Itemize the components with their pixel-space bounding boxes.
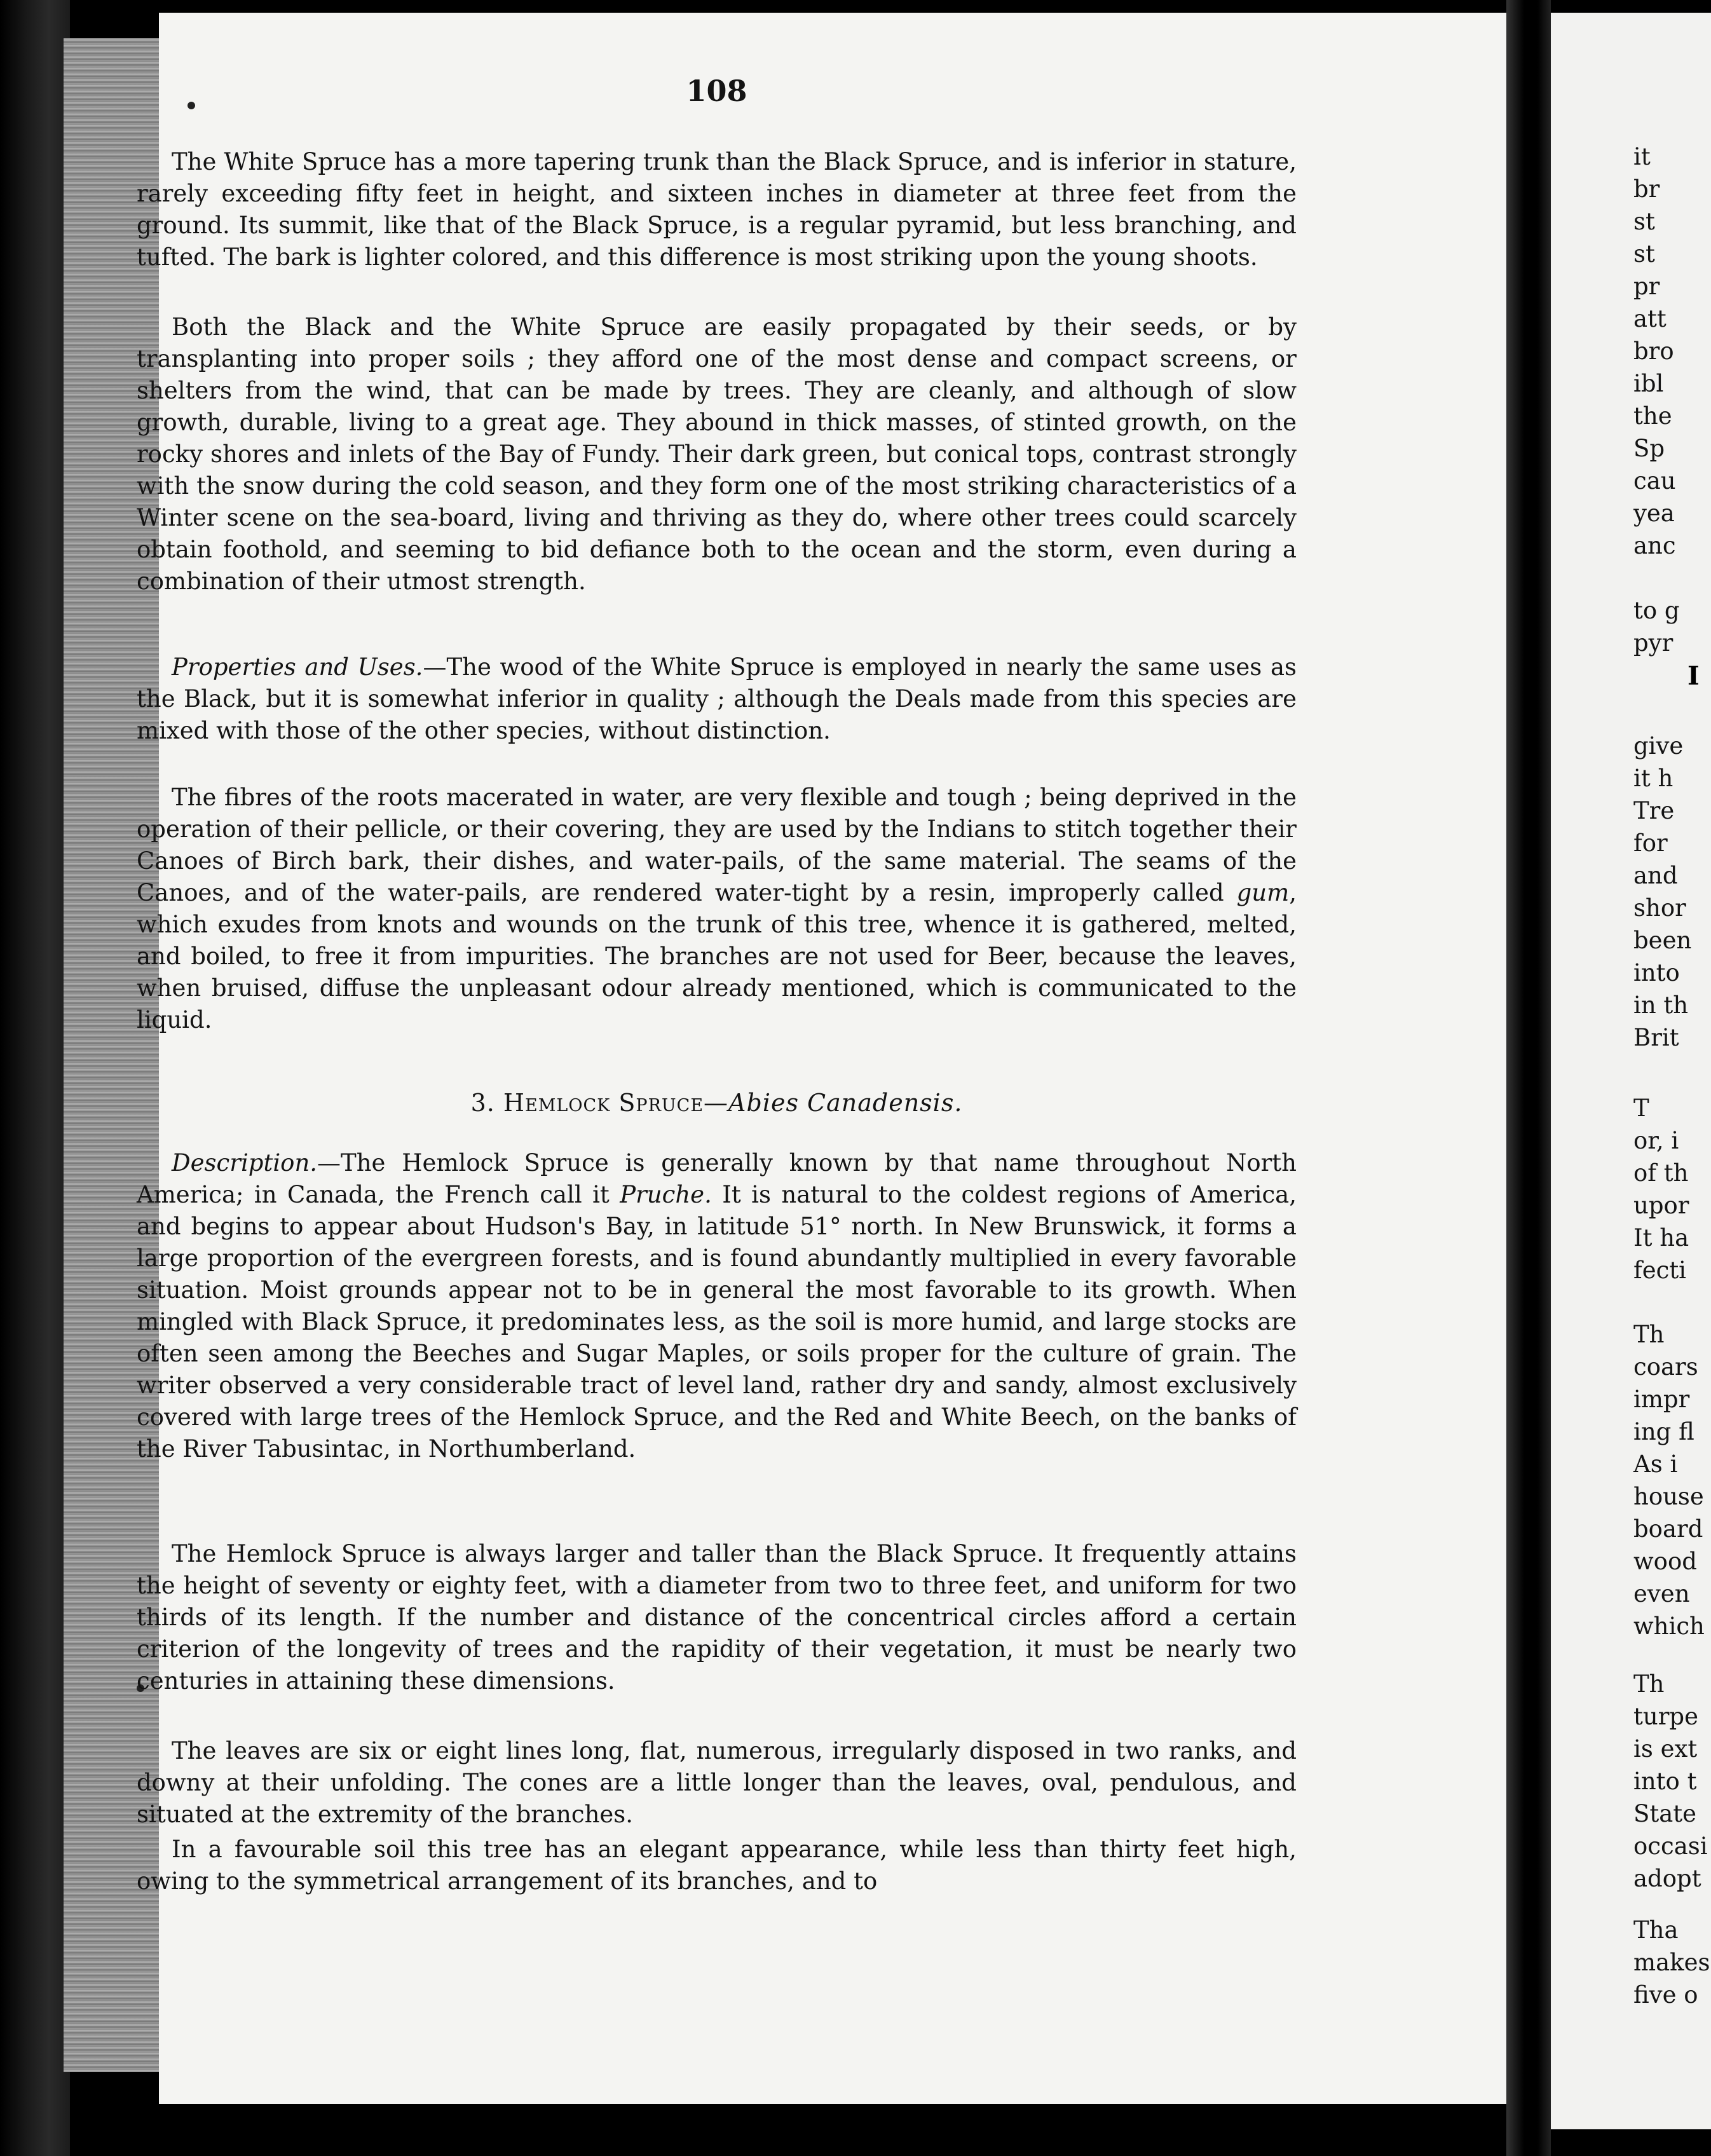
facing-page-line-fragment: shor	[1633, 894, 1686, 922]
paragraph-text: Both the Black and the White Spruce are easily propagated by their seeds, or by transplanting into proper soils ; they afford one of the most dense and compact screens, or shelters from the wind, that can be made by trees. They are cleanly, and although of slow growth, durable, living to a great age. They abound in thick masses, of stinted growth, on the rocky shores and inlets of the Bay of Fundy. Their dark green, but conical tops, contrast strongly with the snow during the cold season, and they form one of the most striking characteristics of a Winter scene on the sea-board, living and thriving as they do, where other trees could scarcely obtain foothold, and seeming to bid defiance both to the ocean and the storm, even during a combination of their utmost strength.	[137, 313, 1297, 595]
facing-page-line-fragment: turpe	[1633, 1703, 1698, 1730]
paragraph-fibres	[137, 782, 1297, 1036]
facing-page-line-fragment: anc	[1633, 532, 1676, 559]
facing-page-line-fragment: att	[1633, 305, 1667, 332]
facing-page-line-fragment: ing fl	[1633, 1418, 1694, 1445]
fibres-gum-word: gum	[1236, 879, 1290, 906]
heading-number: 3.	[470, 1089, 495, 1117]
facing-page-line-fragment: Brit	[1633, 1024, 1679, 1051]
facing-page-line-fragment: pr	[1633, 273, 1660, 300]
paragraph-text: The White Spruce has a more tapering trunk than the Black Spruce, and is inferior in stature, rarely exceeding fifty feet in height, and sixteen inches in diameter at three feet from the ground. Its summit, like that of the Black Spruce, is a regular pyramid, but less branching, and tufted. The bark is lighter colored, and this difference is most striking upon the young shoots.	[137, 148, 1297, 271]
facing-page-line-fragment: it h	[1633, 765, 1674, 792]
facing-page-line-fragment: into	[1633, 959, 1680, 986]
facing-page-line-fragment: impr	[1633, 1386, 1690, 1413]
paragraph-favourable	[137, 1834, 1297, 1897]
facing-page-line-fragment: Tha	[1633, 1916, 1679, 1944]
book-binding-shadow	[0, 0, 70, 2156]
facing-page-line-fragment: in th	[1633, 992, 1689, 1019]
facing-page-line-fragment: fecti	[1633, 1257, 1687, 1284]
facing-page-line-fragment: As i	[1633, 1450, 1678, 1478]
facing-page-line-fragment: for	[1633, 829, 1668, 857]
facing-page-line-fragment: coars	[1633, 1353, 1698, 1381]
bottom-scan-edge	[159, 2104, 1506, 2156]
facing-page-line-fragment: occasi	[1633, 1832, 1708, 1860]
facing-page-line-fragment: yea	[1633, 500, 1675, 527]
paragraph-text	[137, 1147, 1297, 1465]
properties-text: —The wood of the White Spruce is employed in nearly the same uses as the Black, but it is somewhat inferior in quality ; although the Deals made from this species are mixed with those of the other species, without distinction.	[137, 653, 1297, 744]
heading-name: Hemlock Spruce	[503, 1089, 704, 1117]
facing-page-line-fragment: to g	[1633, 597, 1680, 624]
facing-page-line-fragment: is ext	[1633, 1735, 1698, 1763]
paragraph-description	[137, 1147, 1297, 1465]
facing-page-line-fragment: which	[1633, 1613, 1705, 1640]
facing-page-line-fragment: into t	[1633, 1768, 1697, 1795]
paragraph-properties	[137, 652, 1297, 747]
paragraph-text	[137, 782, 1297, 1036]
facing-page-line-fragment: give	[1633, 732, 1684, 760]
facing-page-line-fragment: bro	[1633, 338, 1674, 365]
facing-page-line-fragment: upor	[1633, 1192, 1689, 1219]
facing-page-line-fragment: st	[1633, 240, 1655, 268]
facing-page-line-fragment: makes	[1633, 1949, 1710, 1976]
paragraph-leaves	[137, 1735, 1297, 1831]
paragraph-both-spruce	[137, 311, 1297, 597]
facing-page-line-fragment: State	[1633, 1800, 1697, 1827]
facing-page-line-fragment: of th	[1633, 1159, 1689, 1187]
facing-page-line-fragment: and	[1633, 862, 1678, 889]
facing-page-line-fragment: pyr	[1633, 629, 1674, 657]
paragraph-hemlock-larger	[137, 1538, 1297, 1697]
facing-page-line-fragment: Sp	[1633, 435, 1665, 462]
page-number: 108	[686, 74, 747, 108]
facing-page-line-fragment: st	[1633, 208, 1655, 235]
paragraph-text: The Hemlock Spruce is always larger and taller than the Black Spruce. It frequently attains the height of seventy or eighty feet, with a diameter from two to three feet, and uniform for two thirds of its length. If the number and distance of the concentrical circles afford a certain criterion of the longevity of trees and the rapidity of their vegetation, it must be nearly two centuries in attaining these dimensions.	[137, 1540, 1297, 1695]
description-label: Description.	[172, 1149, 318, 1177]
properties-label: Properties and Uses.	[172, 653, 423, 681]
paragraph-text: The leaves are six or eight lines long, flat, numerous, irregularly disposed in two ranks, and downy at their unfolding. The cones are a little longer than the leaves, oval, pendulous, and situated at the extremity of the branches.	[137, 1737, 1297, 1828]
facing-page-line-fragment: br	[1633, 175, 1660, 203]
facing-page-line-fragment: house	[1633, 1483, 1704, 1510]
facing-page-line-fragment: been	[1633, 927, 1692, 954]
description-text-b: It is natural to the coldest regions of America, and begins to appear about Hudson's Bay, in latitude 51° north. In New Brunswick, it forms a large proportion of the evergreen forests, and is found abundantly multiplied in every favorable situation. Moist grounds appear not to be in general the most favorable to its growth. When mingled with Black Spruce, it predominates less, as the soil is more humid, and large stocks are often seen among the Beeches and Sugar Maples, or soils proper for the culture of grain. The writer observed a very considerable tract of level land, rather dry and sandy, almost exclusively covered with large trees of the Hemlock Spruce, and the Red and White Beech, on the banks of the River Tabusintac, in Northumberland.	[137, 1181, 1297, 1463]
book-gutter	[1506, 0, 1551, 2156]
facing-page-line-fragment: Th	[1633, 1321, 1665, 1348]
fibres-text-b: , which exudes from knots and wounds on the trunk of this tree, whence it is gathered, melted, and boiled, to free it from impurities. The branches are not used for Beer, because the leaves, when bruised, diffuse the unpleasant odour already mentioned, which is communicated to the liquid.	[137, 879, 1297, 1034]
paragraph-text	[137, 652, 1297, 747]
facing-page-line-fragment: the	[1633, 402, 1672, 430]
facing-page-line-fragment: cau	[1633, 467, 1676, 495]
facing-page-line-fragment: adopt	[1633, 1865, 1701, 1892]
facing-page-line-fragment: ibl	[1633, 370, 1664, 397]
facing-page-line-fragment: wood	[1633, 1548, 1697, 1575]
facing-page-line-fragment: It ha	[1633, 1224, 1689, 1252]
paragraph-text: In a favourable soil this tree has an elegant appearance, while less than thirty feet high, owing to the symmetrical arrangement of its branches, and to	[137, 1836, 1297, 1895]
facing-page-line-fragment: five o	[1633, 1981, 1698, 2009]
description-text-a: —The Hemlock Spruce is generally known by that name throughout North America; in Canada, the French call it	[137, 1149, 1297, 1208]
facing-page-line-fragment: T	[1633, 1095, 1649, 1122]
facing-page-line-fragment: or, i	[1633, 1127, 1679, 1154]
facing-page-line-fragment: Th	[1633, 1670, 1665, 1698]
paragraph-white-spruce	[137, 146, 1297, 273]
section-heading: 3. Hemlock Spruce—Abies Canadensis.	[470, 1089, 963, 1117]
facing-page-line-fragment: even	[1633, 1580, 1690, 1607]
facing-page-italic-letter: I	[1687, 661, 1700, 691]
facing-page-line-fragment: board	[1633, 1515, 1703, 1543]
facing-page-line-fragment: it	[1633, 143, 1651, 170]
fibres-text-a: The fibres of the roots macerated in water, are very flexible and tough ; being deprived in the operation of their pellicle, or their covering, they are used by the Indians to stitch together their Canoes of Birch bark, their dishes, and water-pails, of the same material. The seams of the Canoes, and of the water-pails, are rendered water-tight by a resin, improperly called	[137, 784, 1297, 906]
description-pruche: Pruche.	[620, 1181, 712, 1208]
facing-page-line-fragment: Tre	[1633, 797, 1675, 824]
heading-latin: Abies Canadensis.	[728, 1089, 963, 1117]
